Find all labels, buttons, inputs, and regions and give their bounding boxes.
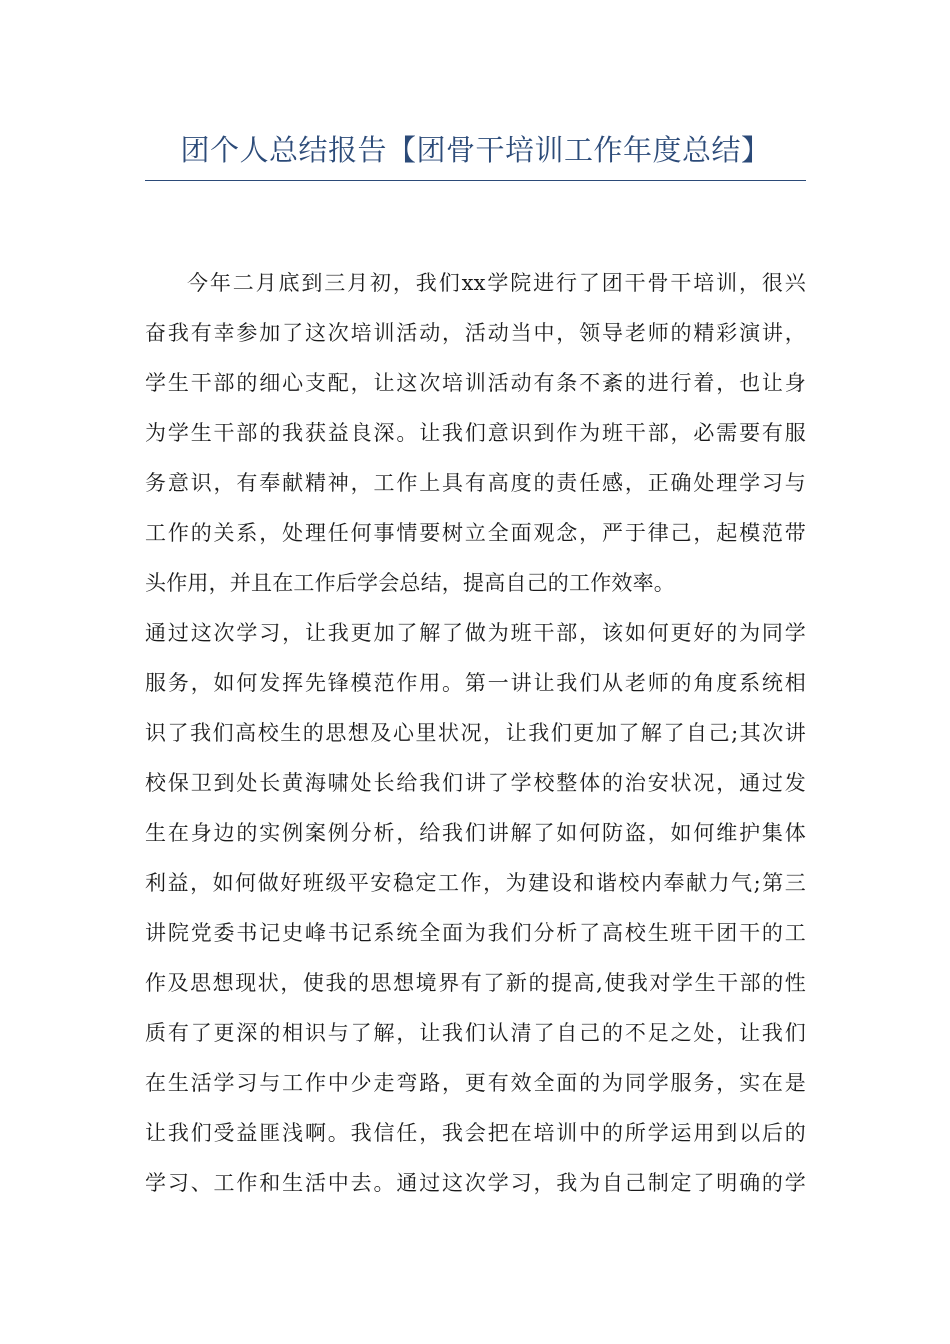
text-line: 在生活学习与工作中少走弯路，更有效全面的为同学服务，实在是: [145, 1071, 806, 1095]
text-line: 校保卫到处长黄海啸处长给我们讲了学校整体的治安状况，通过发: [145, 771, 806, 795]
text-line: 服务，如何发挥先锋模范作用。第一讲让我们从老师的角度系统相: [145, 671, 806, 695]
text-line: 质有了更深的相识与了解，让我们认清了自己的不足之处，让我们: [145, 1021, 806, 1045]
text-line: 生在身边的实例案例分析，给我们讲解了如何防盗，如何维护集体: [145, 821, 806, 845]
text-line: 学生干部的细心支配，让这次培训活动有条不紊的进行着，也让身: [145, 371, 806, 395]
text-line: 识了我们高校生的思想及心里状况，让我们更加了解了自己;其次讲: [145, 721, 806, 745]
title-underline: [145, 180, 806, 181]
text-line: 学习、工作和生活中去。通过这次学习，我为自己制定了明确的学: [145, 1171, 806, 1195]
text-line: 今年二月底到三月初，我们xx学院进行了团干骨干培训，很兴: [187, 271, 806, 295]
text-line: 让我们受益匪浅啊。我信任，我会把在培训中的所学运用到以后的: [145, 1121, 806, 1145]
text-line: 作及思想现状，使我的思想境界有了新的提高,使我对学生干部的性: [145, 971, 806, 995]
text-line: 工作的关系，处理任何事情要树立全面观念，严于律己，起模范带: [145, 521, 806, 545]
text-line: 利益，如何做好班级平安稳定工作，为建设和谐校内奉献力气;第三: [145, 871, 806, 895]
text-line: 头作用，并且在工作后学会总结，提高自己的工作效率。: [145, 571, 675, 595]
text-line: 奋我有幸参加了这次培训活动，活动当中，领导老师的精彩演讲，: [145, 321, 806, 345]
text-line: 务意识，有奉献精神，工作上具有高度的责任感，正确处理学习与: [145, 471, 806, 495]
document-title: 团个人总结报告【团骨干培训工作年度总结】: [180, 133, 771, 167]
text-line: 为学生干部的我获益良深。让我们意识到作为班干部，必需要有服: [145, 421, 806, 445]
text-line: 讲院党委书记史峰书记系统全面为我们分析了高校生班干团干的工: [145, 921, 806, 945]
text-line: 通过这次学习，让我更加了解了做为班干部，该如何更好的为同学: [145, 621, 806, 645]
document-body: [145, 258, 806, 1208]
